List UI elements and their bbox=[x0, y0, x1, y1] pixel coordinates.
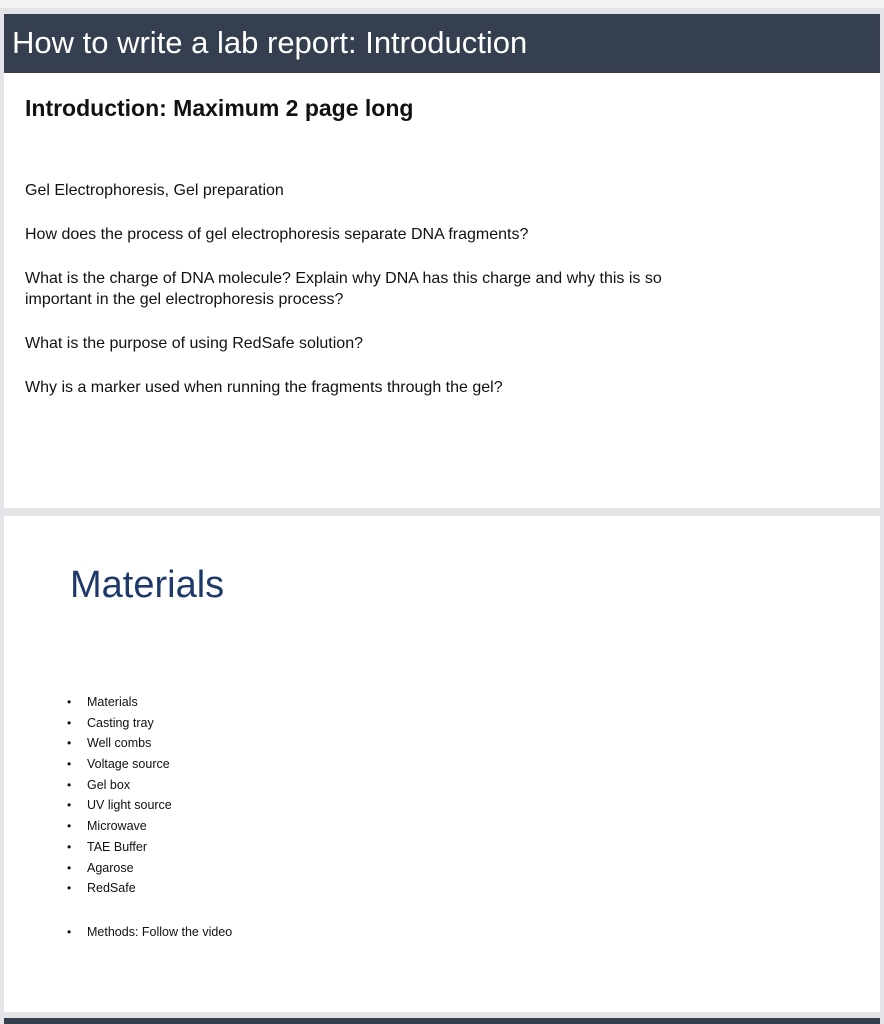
list-item-label: Well combs bbox=[87, 736, 152, 751]
materials-title: Materials bbox=[70, 564, 225, 606]
bullet-icon: • bbox=[67, 839, 72, 854]
methods-label: Methods: Follow the video bbox=[87, 925, 233, 939]
bullet-icon: • bbox=[67, 860, 72, 875]
list-item-label: TAE Buffer bbox=[87, 839, 147, 854]
list-item bbox=[67, 775, 172, 796]
list-item bbox=[67, 816, 172, 837]
next-slide-title-bar bbox=[4, 1018, 880, 1024]
bullet-icon: • bbox=[67, 757, 72, 772]
viewer-top-strip bbox=[0, 0, 884, 8]
list-item bbox=[67, 837, 172, 858]
slide-subheading: Introduction: Maximum 2 page long bbox=[25, 95, 414, 121]
intro-paragraph: What is the charge of DNA molecule? Explain why DNA has this charge and why this is so important in the gel electrophoresis process? bbox=[25, 270, 662, 308]
list-item-label: Agarose bbox=[87, 860, 134, 875]
list-item-label: Gel box bbox=[87, 777, 131, 792]
bullet-icon: • bbox=[67, 798, 72, 813]
bullet-icon: • bbox=[67, 925, 72, 939]
list-item bbox=[67, 878, 172, 899]
methods-item bbox=[67, 922, 232, 942]
list-item-label: Materials bbox=[87, 695, 138, 709]
list-item bbox=[67, 733, 172, 754]
slide-introduction bbox=[4, 14, 880, 508]
list-item-label: UV light source bbox=[87, 798, 172, 813]
bullet-icon: • bbox=[67, 715, 72, 730]
bullet-icon: • bbox=[67, 736, 72, 751]
list-item bbox=[67, 713, 172, 734]
intro-paragraph: Gel Electrophoresis, Gel preparation bbox=[25, 182, 284, 199]
bullet-icon: • bbox=[67, 695, 72, 709]
list-item-label: Voltage source bbox=[87, 757, 170, 772]
intro-paragraph: How does the process of gel electrophoresis separate DNA fragments? bbox=[25, 226, 529, 243]
bullet-icon: • bbox=[67, 819, 72, 834]
list-item-label: RedSafe bbox=[87, 881, 136, 896]
slide-title-bar bbox=[4, 14, 880, 73]
materials-list bbox=[67, 692, 172, 899]
bullet-icon: • bbox=[67, 777, 72, 792]
slide-title: How to write a lab report: Introduction bbox=[12, 25, 528, 60]
list-item bbox=[67, 858, 172, 879]
list-item bbox=[67, 754, 172, 775]
list-item-label: Casting tray bbox=[87, 715, 154, 730]
bullet-icon: • bbox=[67, 881, 72, 896]
list-item bbox=[67, 795, 172, 816]
slide-materials bbox=[4, 516, 880, 1012]
intro-paragraph: What is the purpose of using RedSafe solution? bbox=[25, 335, 363, 352]
intro-paragraph: Why is a marker used when running the fragments through the gel? bbox=[25, 379, 503, 396]
list-item bbox=[67, 692, 172, 713]
list-item-label: Microwave bbox=[87, 819, 147, 834]
